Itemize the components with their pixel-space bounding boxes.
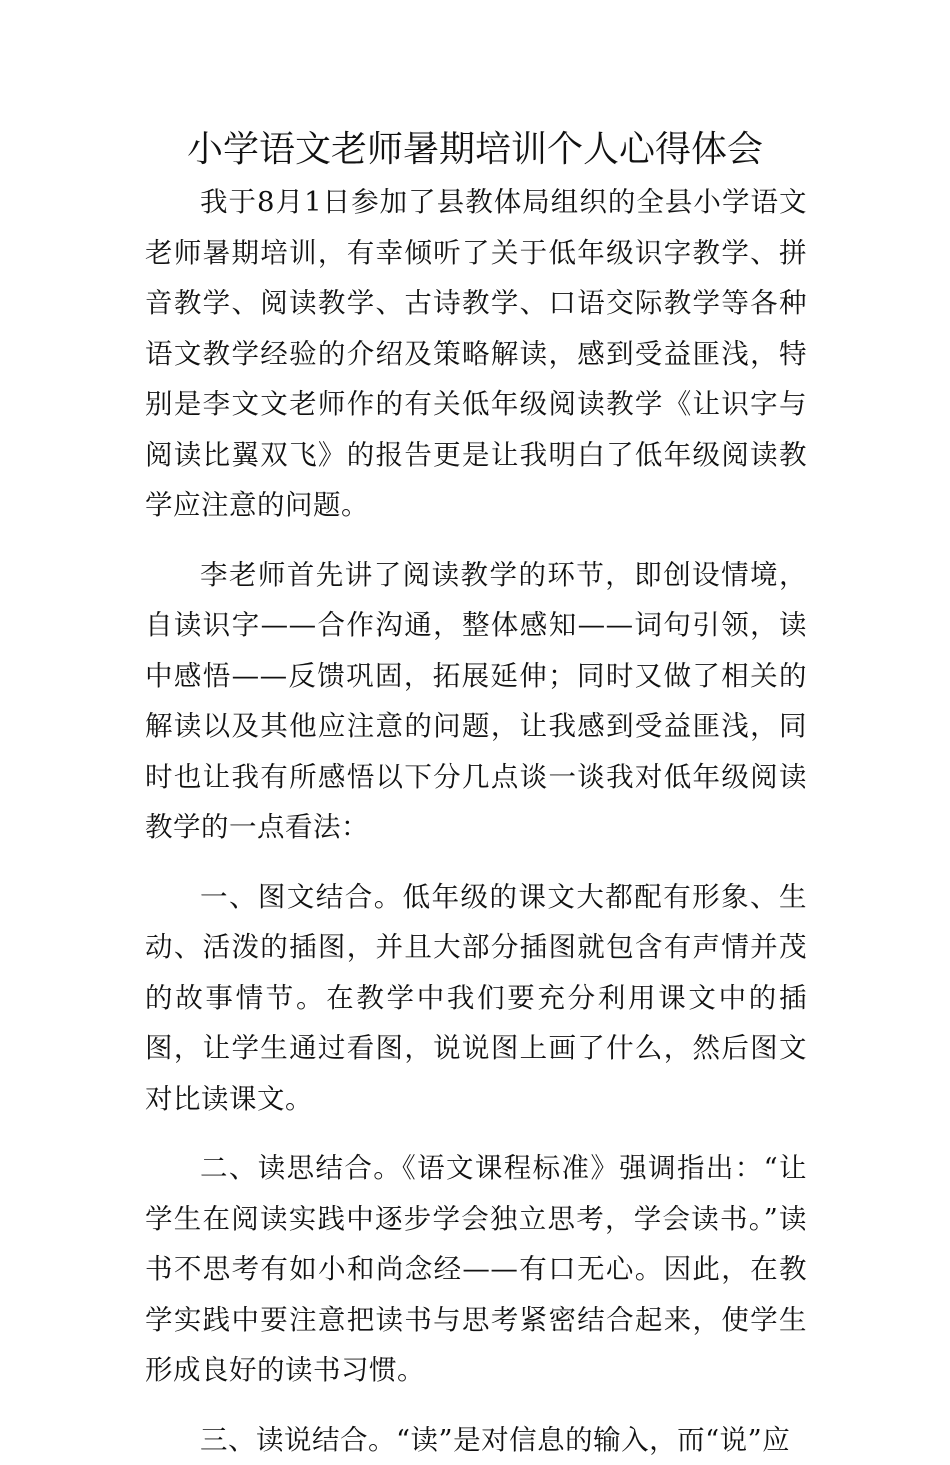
- paragraph-teaching-steps: 李老师首先讲了阅读教学的环节，即创设情境，自读识字——合作沟通，整体感知——词句引领，读中感悟——反馈巩固，拓展延伸；同时又做了相关的解读以及其他应注意的问题，让我感到受益匪浅，同时也让我有所感悟以下分几点谈一谈我对低年级阅读教学的一点看法：: [145, 550, 807, 853]
- paragraph-point-one: 一、图文结合。低年级的课文大都配有形象、生动、活泼的插图，并且大部分插图就包含有声情并茂的故事情节。在教学中我们要充分利用课文中的插图，让学生通过看图，说说图上画了什么，然后图文对比读课文。: [145, 872, 807, 1125]
- paragraph-point-two: 二、读思结合。《语文课程标准》强调指出：“让学生在阅读实践中逐步学会独立思考，学会读书。”读书不思考有如小和尚念经——有口无心。因此，在教学实践中要注意把读书与思考紧密结合起来，使学生形成良好的读书习惯。: [145, 1143, 807, 1396]
- document-title: 小学语文老师暑期培训个人心得体会: [0, 124, 950, 176]
- document-body: [145, 177, 807, 1465]
- paragraph-intro: 我于8月1日参加了县教体局组织的全县小学语文老师暑期培训，有幸倾听了关于低年级识字教学、拼音教学、阅读教学、古诗教学、口语交际教学等各种语文教学经验的介绍及策略解读，感到受益匪浅，特别是李文文老师作的有关低年级阅读教学《让识字与阅读比翼双飞》的报告更是让我明白了低年级阅读教学应注意的问题。: [145, 177, 807, 531]
- paragraph-point-three: 三、读说结合。“读”是对信息的输入，而“说”应: [145, 1415, 807, 1465]
